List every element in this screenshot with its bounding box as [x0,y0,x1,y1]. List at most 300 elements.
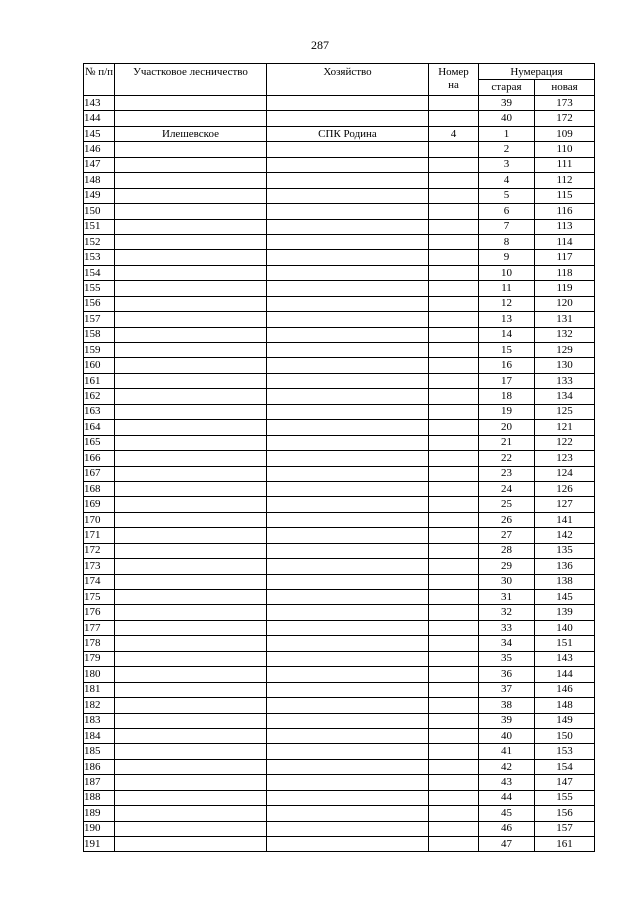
cell-num: 179 [84,651,115,666]
cell-nomer [429,404,479,419]
cell-nomer [429,142,479,157]
cell-old-number: 39 [479,96,535,111]
cell-lesnichestvo [115,312,267,327]
cell-new-number: 109 [535,126,595,141]
cell-old-number: 42 [479,759,535,774]
cell-num: 164 [84,420,115,435]
cell-num: 183 [84,713,115,728]
cell-new-number: 150 [535,728,595,743]
cell-old-number: 37 [479,682,535,697]
cell-lesnichestvo [115,574,267,589]
cell-lesnichestvo [115,512,267,527]
cell-lesnichestvo [115,837,267,852]
cell-hozyaistvo [267,543,429,558]
table-body [84,96,595,852]
cell-new-number: 116 [535,204,595,219]
cell-num: 181 [84,682,115,697]
table-row [84,559,595,574]
cell-hozyaistvo [267,790,429,805]
cell-nomer [429,111,479,126]
cell-nomer [429,188,479,203]
cell-num: 165 [84,435,115,450]
cell-nomer [429,327,479,342]
cell-lesnichestvo [115,281,267,296]
cell-new-number: 121 [535,420,595,435]
cell-hozyaistvo [267,373,429,388]
table-row [84,466,595,481]
cell-lesnichestvo [115,296,267,311]
cell-old-number: 26 [479,512,535,527]
cell-lesnichestvo [115,188,267,203]
cell-new-number: 118 [535,265,595,280]
cell-new-number: 133 [535,373,595,388]
table-row [84,759,595,774]
cell-num: 152 [84,234,115,249]
cell-old-number: 14 [479,327,535,342]
cell-new-number: 126 [535,481,595,496]
cell-lesnichestvo [115,651,267,666]
cell-nomer [429,636,479,651]
cell-hozyaistvo [267,528,429,543]
cell-nomer [429,451,479,466]
cell-hozyaistvo [267,559,429,574]
cell-hozyaistvo [267,358,429,373]
cell-nomer [429,96,479,111]
cell-nomer [429,728,479,743]
table-row [84,497,595,512]
cell-old-number: 9 [479,250,535,265]
cell-new-number: 132 [535,327,595,342]
cell-lesnichestvo [115,806,267,821]
cell-lesnichestvo [115,358,267,373]
cell-nomer [429,281,479,296]
cell-old-number: 12 [479,296,535,311]
cell-old-number: 45 [479,806,535,821]
cell-hozyaistvo [267,512,429,527]
cell-num: 158 [84,327,115,342]
cell-nomer [429,713,479,728]
cell-new-number: 113 [535,219,595,234]
cell-new-number: 123 [535,451,595,466]
cell-old-number: 16 [479,358,535,373]
cell-new-number: 110 [535,142,595,157]
cell-hozyaistvo [267,111,429,126]
cell-new-number: 115 [535,188,595,203]
cell-num: 153 [84,250,115,265]
cell-nomer [429,358,479,373]
cell-lesnichestvo [115,713,267,728]
cell-new-number: 124 [535,466,595,481]
cell-num: 156 [84,296,115,311]
cell-nomer [429,481,479,496]
cell-num: 155 [84,281,115,296]
cell-num: 169 [84,497,115,512]
cell-lesnichestvo [115,451,267,466]
cell-num: 149 [84,188,115,203]
cell-num: 180 [84,667,115,682]
table-row [84,420,595,435]
cell-old-number: 40 [479,111,535,126]
table-row [84,219,595,234]
table-row [84,111,595,126]
cell-new-number: 172 [535,111,595,126]
cell-num: 148 [84,173,115,188]
cell-nomer [429,497,479,512]
cell-new-number: 120 [535,296,595,311]
cell-old-number: 8 [479,234,535,249]
table-row [84,790,595,805]
cell-new-number: 122 [535,435,595,450]
header-nomer-line1: Номер [438,66,469,78]
table-row [84,404,595,419]
cell-num: 147 [84,157,115,172]
cell-lesnichestvo [115,373,267,388]
cell-lesnichestvo [115,343,267,358]
table-row [84,512,595,527]
cell-hozyaistvo [267,234,429,249]
cell-lesnichestvo [115,96,267,111]
cell-old-number: 43 [479,775,535,790]
cell-nomer [429,605,479,620]
table-row [84,728,595,743]
cell-hozyaistvo [267,497,429,512]
table-row [84,698,595,713]
table-row [84,590,595,605]
cell-num: 166 [84,451,115,466]
cell-hozyaistvo [267,605,429,620]
cell-new-number: 114 [535,234,595,249]
cell-num: 157 [84,312,115,327]
cell-old-number: 29 [479,559,535,574]
cell-old-number: 20 [479,420,535,435]
cell-num: 160 [84,358,115,373]
cell-nomer [429,312,479,327]
cell-new-number: 156 [535,806,595,821]
cell-new-number: 155 [535,790,595,805]
cell-num: 150 [84,204,115,219]
cell-lesnichestvo [115,682,267,697]
cell-hozyaistvo [267,837,429,852]
cell-nomer [429,744,479,759]
table-row [84,343,595,358]
cell-hozyaistvo [267,404,429,419]
cell-hozyaistvo [267,636,429,651]
cell-old-number: 41 [479,744,535,759]
cell-nomer [429,590,479,605]
cell-old-number: 19 [479,404,535,419]
cell-old-number: 36 [479,667,535,682]
cell-new-number: 147 [535,775,595,790]
table-row [84,605,595,620]
cell-hozyaistvo [267,744,429,759]
cell-nomer [429,698,479,713]
cell-hozyaistvo [267,821,429,836]
table-row [84,451,595,466]
cell-nomer [429,759,479,774]
cell-nomer [429,682,479,697]
cell-new-number: 135 [535,543,595,558]
table-row [84,481,595,496]
cell-lesnichestvo [115,466,267,481]
cell-num: 176 [84,605,115,620]
cell-num: 190 [84,821,115,836]
table-row [84,682,595,697]
cell-old-number: 39 [479,713,535,728]
cell-lesnichestvo [115,265,267,280]
table-row [84,126,595,141]
cell-num: 168 [84,481,115,496]
cell-nomer [429,528,479,543]
cell-old-number: 7 [479,219,535,234]
cell-lesnichestvo [115,759,267,774]
cell-hozyaistvo [267,157,429,172]
cell-hozyaistvo [267,481,429,496]
cell-new-number: 131 [535,312,595,327]
cell-hozyaistvo [267,759,429,774]
cell-new-number: 117 [535,250,595,265]
cell-lesnichestvo [115,667,267,682]
cell-lesnichestvo: Илешевское [115,126,267,141]
cell-nomer [429,620,479,635]
cell-old-number: 2 [479,142,535,157]
cell-num: 178 [84,636,115,651]
table-row [84,312,595,327]
cell-new-number: 134 [535,389,595,404]
cell-nomer [429,173,479,188]
cell-hozyaistvo [267,728,429,743]
cell-hozyaistvo [267,435,429,450]
cell-lesnichestvo [115,234,267,249]
cell-hozyaistvo [267,96,429,111]
cell-hozyaistvo: СПК Родина [267,126,429,141]
cell-old-number: 6 [479,204,535,219]
cell-old-number: 46 [479,821,535,836]
cell-lesnichestvo [115,481,267,496]
table-row [84,667,595,682]
cell-old-number: 10 [479,265,535,280]
cell-new-number: 148 [535,698,595,713]
cell-old-number: 28 [479,543,535,558]
header-old: старая [479,80,535,96]
cell-num: 173 [84,559,115,574]
cell-old-number: 15 [479,343,535,358]
cell-lesnichestvo [115,404,267,419]
cell-new-number: 139 [535,605,595,620]
table-row [84,389,595,404]
table-row [84,188,595,203]
cell-num: 187 [84,775,115,790]
cell-nomer [429,543,479,558]
cell-new-number: 127 [535,497,595,512]
cell-new-number: 142 [535,528,595,543]
table-row [84,528,595,543]
cell-num: 184 [84,728,115,743]
table-row [84,574,595,589]
table-row [84,327,595,342]
cell-old-number: 32 [479,605,535,620]
cell-lesnichestvo [115,389,267,404]
cell-old-number: 21 [479,435,535,450]
table-row [84,543,595,558]
cell-new-number: 111 [535,157,595,172]
cell-num: 167 [84,466,115,481]
cell-nomer [429,667,479,682]
cell-lesnichestvo [115,543,267,558]
table-row [84,234,595,249]
cell-old-number: 40 [479,728,535,743]
cell-nomer [429,775,479,790]
cell-hozyaistvo [267,682,429,697]
cell-old-number: 18 [479,389,535,404]
cell-lesnichestvo [115,775,267,790]
cell-new-number: 112 [535,173,595,188]
cell-old-number: 24 [479,481,535,496]
cell-nomer [429,651,479,666]
cell-nomer [429,512,479,527]
header-nomer [429,64,479,96]
table-row [84,265,595,280]
table-row [84,636,595,651]
cell-nomer [429,250,479,265]
cell-lesnichestvo [115,620,267,635]
cell-num: 185 [84,744,115,759]
header-new: новая [535,80,595,96]
cell-lesnichestvo [115,497,267,512]
cell-new-number: 151 [535,636,595,651]
cell-lesnichestvo [115,111,267,126]
cell-hozyaistvo [267,219,429,234]
cell-nomer [429,389,479,404]
cell-num: 144 [84,111,115,126]
table-row [84,435,595,450]
cell-nomer [429,157,479,172]
cell-lesnichestvo [115,327,267,342]
header-numeration: Нумерация [479,64,595,80]
cell-lesnichestvo [115,821,267,836]
table-row [84,281,595,296]
cell-new-number: 141 [535,512,595,527]
cell-new-number: 144 [535,667,595,682]
cell-lesnichestvo [115,204,267,219]
cell-nomer [429,265,479,280]
table-row [84,651,595,666]
cell-num: 174 [84,574,115,589]
cell-new-number: 130 [535,358,595,373]
numeration-table [83,63,595,852]
cell-nomer [429,466,479,481]
table-row [84,96,595,111]
cell-old-number: 3 [479,157,535,172]
cell-nomer [429,296,479,311]
cell-hozyaistvo [267,574,429,589]
cell-num: 161 [84,373,115,388]
cell-num: 177 [84,620,115,635]
cell-hozyaistvo [267,265,429,280]
cell-hozyaistvo [267,775,429,790]
cell-old-number: 11 [479,281,535,296]
cell-new-number: 161 [535,837,595,852]
cell-lesnichestvo [115,790,267,805]
cell-lesnichestvo [115,559,267,574]
table-row [84,837,595,852]
table-row [84,296,595,311]
header-lesnichestvo: Участковое лесничество [115,64,267,96]
table-row [84,142,595,157]
cell-num: 186 [84,759,115,774]
cell-old-number: 31 [479,590,535,605]
cell-old-number: 4 [479,173,535,188]
cell-num: 163 [84,404,115,419]
cell-lesnichestvo [115,420,267,435]
cell-num: 159 [84,343,115,358]
cell-new-number: 146 [535,682,595,697]
cell-hozyaistvo [267,312,429,327]
table-row [84,373,595,388]
cell-hozyaistvo [267,343,429,358]
cell-num: 154 [84,265,115,280]
cell-hozyaistvo [267,667,429,682]
cell-lesnichestvo [115,636,267,651]
cell-num: 189 [84,806,115,821]
cell-new-number: 149 [535,713,595,728]
cell-lesnichestvo [115,590,267,605]
cell-new-number: 125 [535,404,595,419]
table-row [84,204,595,219]
cell-lesnichestvo [115,435,267,450]
cell-lesnichestvo [115,528,267,543]
cell-lesnichestvo [115,173,267,188]
cell-nomer [429,234,479,249]
table-row [84,744,595,759]
cell-nomer: 4 [429,126,479,141]
cell-hozyaistvo [267,806,429,821]
cell-hozyaistvo [267,250,429,265]
cell-new-number: 157 [535,821,595,836]
cell-nomer [429,559,479,574]
cell-num: 162 [84,389,115,404]
table-header [84,64,595,96]
cell-hozyaistvo [267,142,429,157]
cell-num: 188 [84,790,115,805]
cell-lesnichestvo [115,157,267,172]
cell-lesnichestvo [115,219,267,234]
cell-old-number: 30 [479,574,535,589]
cell-nomer [429,821,479,836]
cell-hozyaistvo [267,204,429,219]
cell-num: 172 [84,543,115,558]
cell-nomer [429,219,479,234]
cell-nomer [429,373,479,388]
cell-num: 191 [84,837,115,852]
cell-new-number: 119 [535,281,595,296]
cell-old-number: 1 [479,126,535,141]
cell-hozyaistvo [267,173,429,188]
cell-lesnichestvo [115,605,267,620]
cell-old-number: 34 [479,636,535,651]
cell-old-number: 13 [479,312,535,327]
cell-new-number: 140 [535,620,595,635]
table-row [84,821,595,836]
cell-new-number: 138 [535,574,595,589]
cell-old-number: 33 [479,620,535,635]
cell-old-number: 38 [479,698,535,713]
cell-lesnichestvo [115,250,267,265]
cell-old-number: 23 [479,466,535,481]
cell-new-number: 153 [535,744,595,759]
table-row [84,620,595,635]
cell-old-number: 27 [479,528,535,543]
table-row [84,157,595,172]
